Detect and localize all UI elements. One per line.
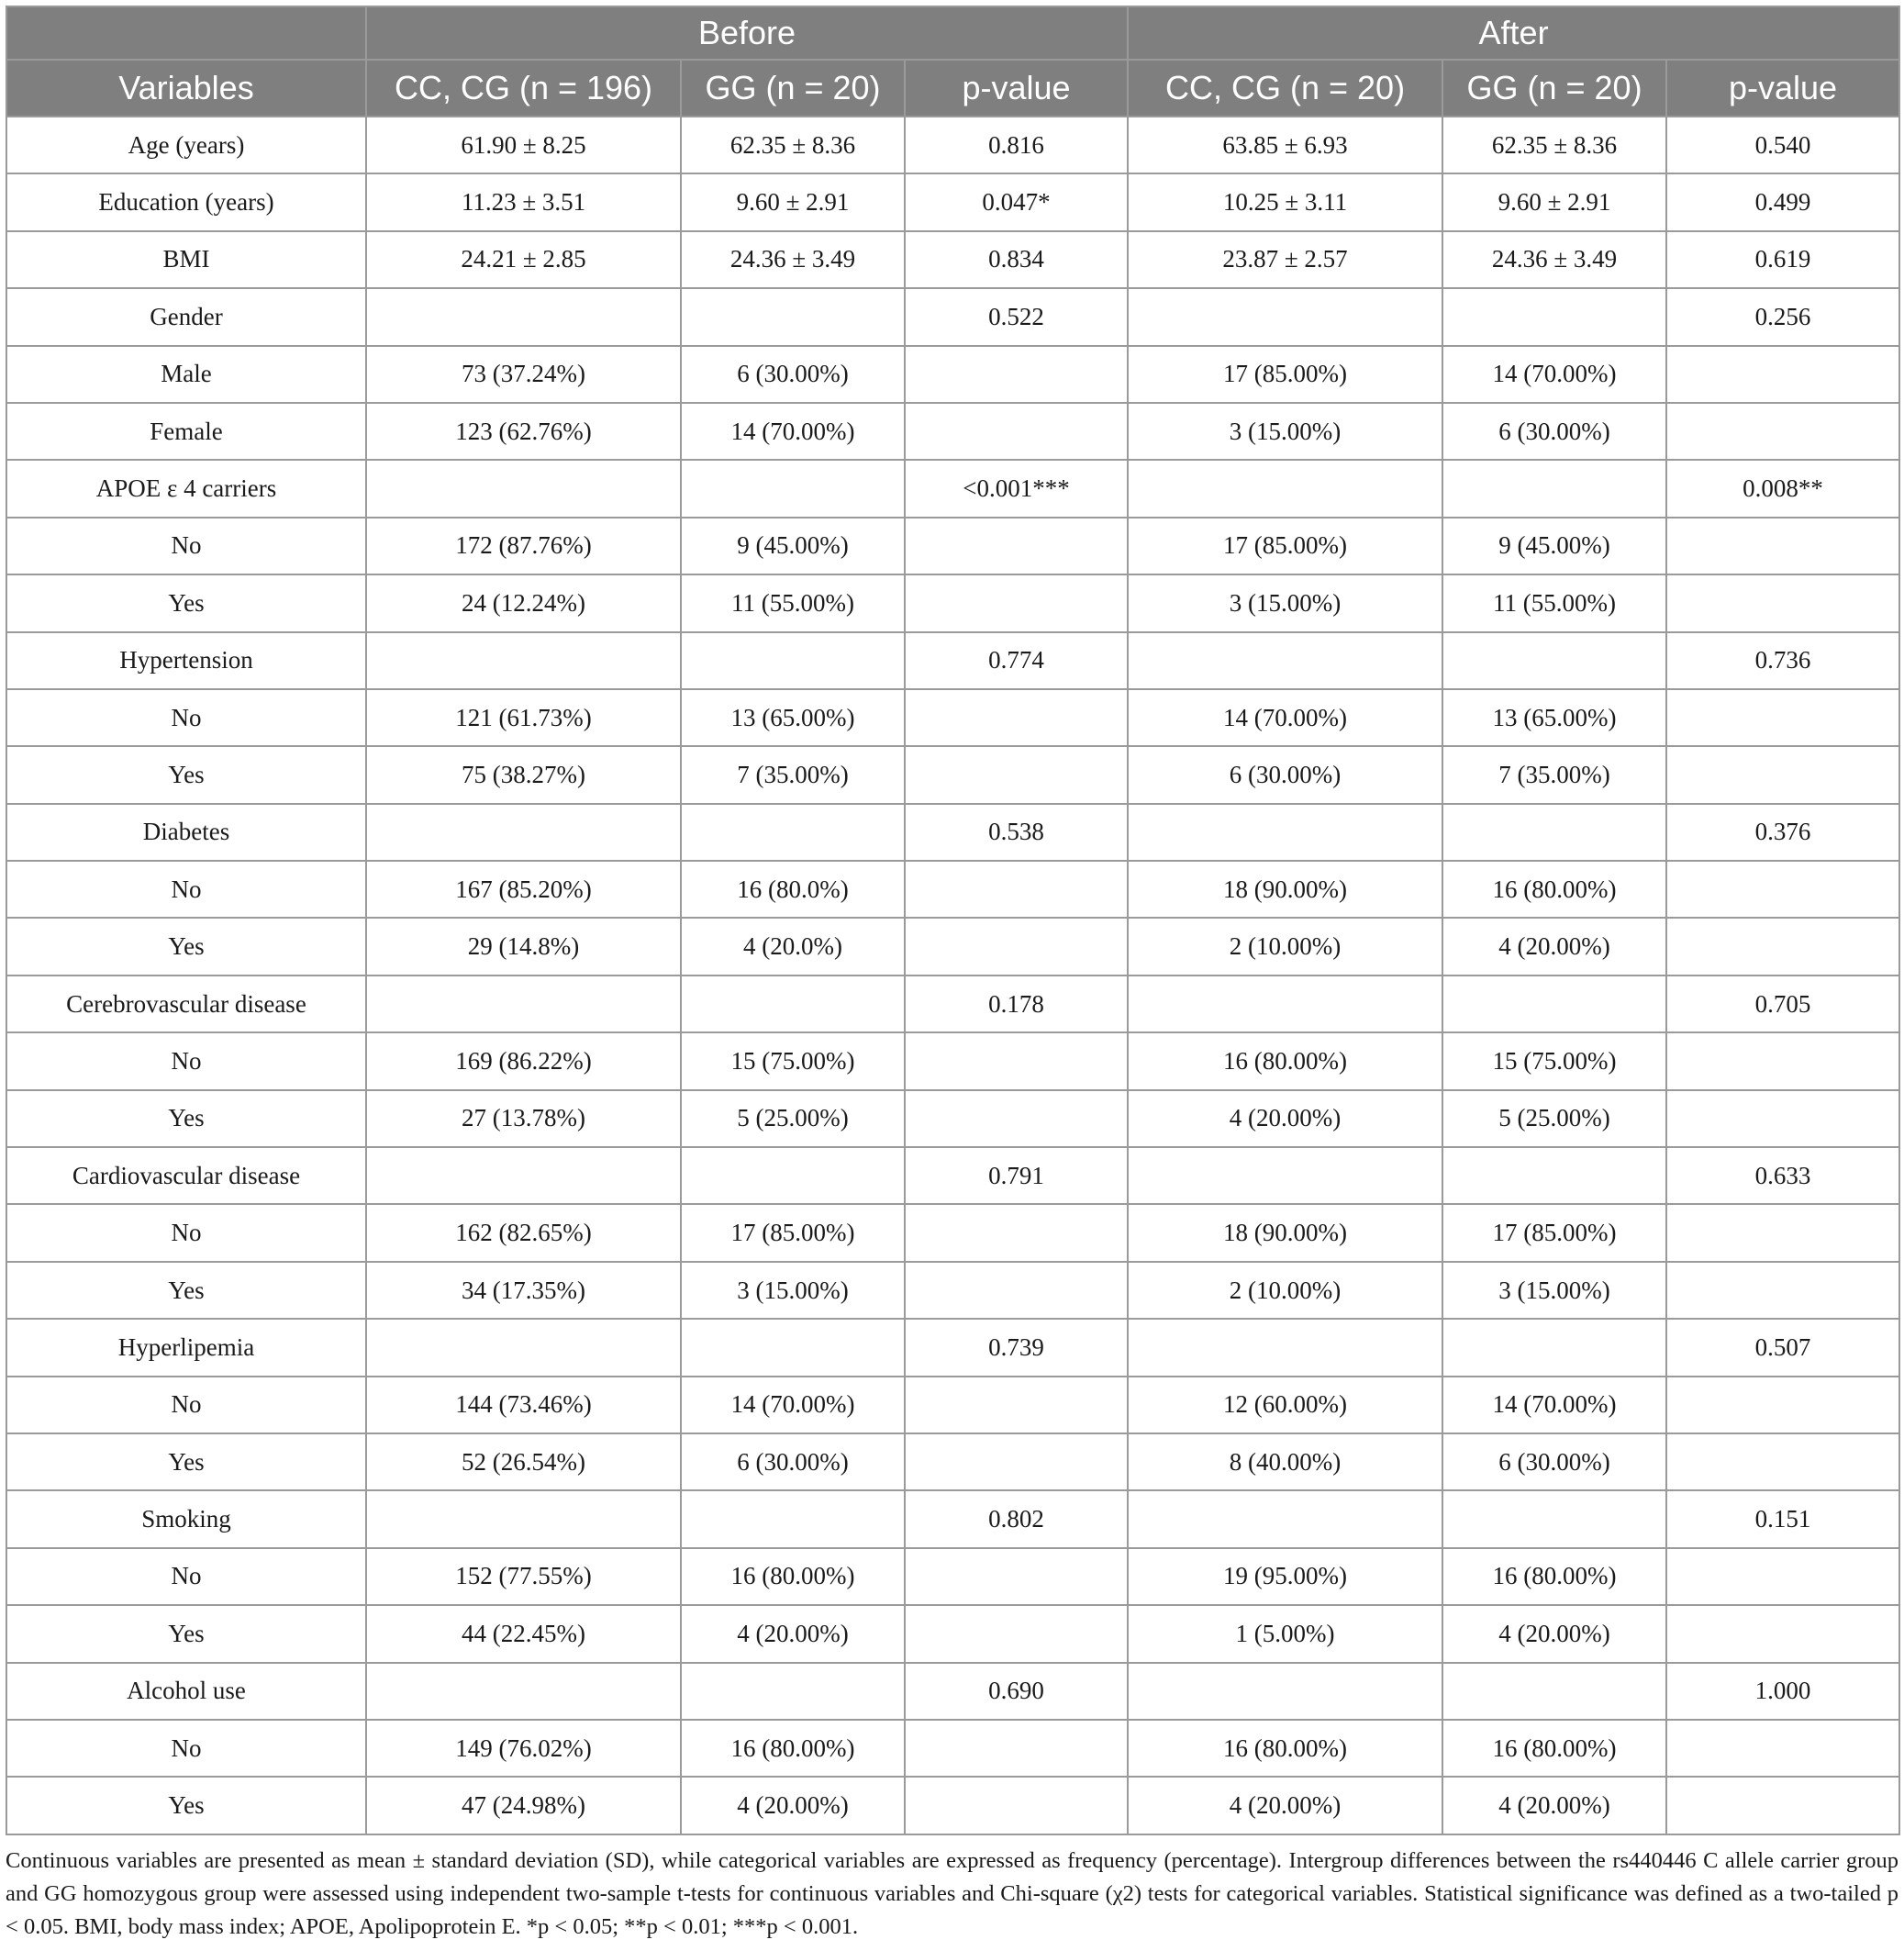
before-gg-cell: 14 (70.00%) — [681, 1377, 905, 1433]
before-cc-cg-cell: 44 (22.45%) — [366, 1605, 681, 1662]
after-gg-cell: 6 (30.00%) — [1442, 403, 1666, 460]
after-gg-cell: 17 (85.00%) — [1442, 1204, 1666, 1261]
after-p-value-cell — [1666, 1032, 1899, 1089]
table-row — [6, 918, 1899, 975]
after-p-value-cell — [1666, 746, 1899, 803]
after-gg-cell — [1442, 1147, 1666, 1204]
after-p-value-cell — [1666, 861, 1899, 918]
header-blank — [6, 6, 366, 60]
variable-cell: No — [6, 1720, 366, 1777]
after-cc-cg-cell — [1128, 632, 1442, 689]
after-cc-cg-cell — [1128, 460, 1442, 517]
variable-cell: Hyperlipemia — [6, 1319, 366, 1376]
variable-cell: Yes — [6, 1433, 366, 1490]
before-p-value-cell: 0.047* — [905, 173, 1128, 230]
after-p-value-cell — [1666, 1377, 1899, 1433]
after-gg-cell — [1442, 288, 1666, 345]
after-p-value-cell — [1666, 1090, 1899, 1147]
header-before-cc-cg: CC, CG (n = 196) — [366, 60, 681, 117]
table-row — [6, 1433, 1899, 1490]
after-p-value-cell: 0.507 — [1666, 1319, 1899, 1376]
before-cc-cg-cell: 152 (77.55%) — [366, 1548, 681, 1605]
after-cc-cg-cell — [1128, 976, 1442, 1032]
table-row — [6, 1490, 1899, 1547]
before-p-value-cell — [905, 689, 1128, 746]
before-gg-cell: 14 (70.00%) — [681, 403, 905, 460]
after-gg-cell: 13 (65.00%) — [1442, 689, 1666, 746]
before-p-value-cell — [905, 1090, 1128, 1147]
after-cc-cg-cell — [1128, 1319, 1442, 1376]
after-p-value-cell — [1666, 1605, 1899, 1662]
before-cc-cg-cell — [366, 1663, 681, 1720]
table-row — [6, 1147, 1899, 1204]
before-gg-cell: 24.36 ± 3.49 — [681, 231, 905, 288]
after-cc-cg-cell — [1128, 1147, 1442, 1204]
before-p-value-cell — [905, 918, 1128, 975]
table-row — [6, 460, 1899, 517]
after-gg-cell — [1442, 1663, 1666, 1720]
table-row — [6, 1663, 1899, 1720]
before-cc-cg-cell: 73 (37.24%) — [366, 346, 681, 403]
before-gg-cell: 16 (80.00%) — [681, 1720, 905, 1777]
after-cc-cg-cell: 14 (70.00%) — [1128, 689, 1442, 746]
before-cc-cg-cell: 52 (26.54%) — [366, 1433, 681, 1490]
before-gg-cell: 17 (85.00%) — [681, 1204, 905, 1261]
table-body — [6, 117, 1899, 1834]
after-p-value-cell: 0.619 — [1666, 231, 1899, 288]
after-gg-cell: 15 (75.00%) — [1442, 1032, 1666, 1089]
table-row — [6, 346, 1899, 403]
header-before-gg: GG (n = 20) — [681, 60, 905, 117]
header-variables: Variables — [6, 60, 366, 117]
after-gg-cell: 4 (20.00%) — [1442, 918, 1666, 975]
after-p-value-cell — [1666, 518, 1899, 574]
before-gg-cell: 62.35 ± 8.36 — [681, 117, 905, 173]
before-p-value-cell — [905, 1605, 1128, 1662]
after-cc-cg-cell: 6 (30.00%) — [1128, 746, 1442, 803]
variable-cell: No — [6, 1032, 366, 1089]
variable-cell: Smoking — [6, 1490, 366, 1547]
before-p-value-cell — [905, 861, 1128, 918]
table-footnote: Continuous variables are presented as mean ± standard deviation (SD), while categorical variables are expressed as frequency (percentage). Intergroup differences between the rs440446 C allele carrier group and GG homozygous group were assessed using independent two-sample t-tests for continuous variables and Chi-square (χ2) tests for categorical variables. Statistical significance was defined as a two-tailed p < 0.05. BMI, body mass index; APOE, Apolipoprotein E. *p < 0.05; **p < 0.01; ***p < 0.001. — [6, 1847, 1898, 1939]
before-cc-cg-cell: 75 (38.27%) — [366, 746, 681, 803]
after-gg-cell: 4 (20.00%) — [1442, 1777, 1666, 1834]
table-row — [6, 288, 1899, 345]
before-p-value-cell: 0.816 — [905, 117, 1128, 173]
after-cc-cg-cell: 18 (90.00%) — [1128, 1204, 1442, 1261]
variable-cell: No — [6, 1204, 366, 1261]
header-before-p-value: p-value — [905, 60, 1128, 117]
after-cc-cg-cell: 17 (85.00%) — [1128, 518, 1442, 574]
variable-cell: Yes — [6, 918, 366, 975]
after-p-value-cell — [1666, 1204, 1899, 1261]
after-cc-cg-cell: 18 (90.00%) — [1128, 861, 1442, 918]
before-p-value-cell: 0.690 — [905, 1663, 1128, 1720]
table-row — [6, 1204, 1899, 1261]
before-gg-cell: 4 (20.00%) — [681, 1777, 905, 1834]
before-cc-cg-cell: 172 (87.76%) — [366, 518, 681, 574]
before-p-value-cell — [905, 1377, 1128, 1433]
before-gg-cell: 3 (15.00%) — [681, 1262, 905, 1319]
table-row — [6, 1262, 1899, 1319]
variable-cell: Male — [6, 346, 366, 403]
before-gg-cell — [681, 460, 905, 517]
before-cc-cg-cell: 167 (85.20%) — [366, 861, 681, 918]
table-row — [6, 861, 1899, 918]
before-p-value-cell — [905, 1032, 1128, 1089]
before-gg-cell — [681, 976, 905, 1032]
before-cc-cg-cell — [366, 1147, 681, 1204]
after-gg-cell — [1442, 1319, 1666, 1376]
before-gg-cell: 16 (80.0%) — [681, 861, 905, 918]
after-gg-cell: 16 (80.00%) — [1442, 1720, 1666, 1777]
after-cc-cg-cell: 8 (40.00%) — [1128, 1433, 1442, 1490]
after-cc-cg-cell: 2 (10.00%) — [1128, 1262, 1442, 1319]
after-p-value-cell — [1666, 1433, 1899, 1490]
after-cc-cg-cell: 16 (80.00%) — [1128, 1032, 1442, 1089]
before-p-value-cell — [905, 1720, 1128, 1777]
before-gg-cell — [681, 1490, 905, 1547]
after-gg-cell: 14 (70.00%) — [1442, 1377, 1666, 1433]
table-row — [6, 1548, 1899, 1605]
before-gg-cell: 9 (45.00%) — [681, 518, 905, 574]
before-gg-cell: 7 (35.00%) — [681, 746, 905, 803]
variable-cell: Yes — [6, 1605, 366, 1662]
after-cc-cg-cell: 4 (20.00%) — [1128, 1777, 1442, 1834]
table-row — [6, 804, 1899, 861]
variable-cell: Yes — [6, 746, 366, 803]
before-cc-cg-cell: 29 (14.8%) — [366, 918, 681, 975]
after-p-value-cell: 0.633 — [1666, 1147, 1899, 1204]
after-p-value-cell — [1666, 1548, 1899, 1605]
table-row — [6, 403, 1899, 460]
after-p-value-cell — [1666, 346, 1899, 403]
variable-cell: BMI — [6, 231, 366, 288]
after-gg-cell: 3 (15.00%) — [1442, 1262, 1666, 1319]
variable-cell: No — [6, 1377, 366, 1433]
before-p-value-cell: 0.791 — [905, 1147, 1128, 1204]
after-cc-cg-cell: 23.87 ± 2.57 — [1128, 231, 1442, 288]
before-p-value-cell: 0.522 — [905, 288, 1128, 345]
before-gg-cell: 16 (80.00%) — [681, 1548, 905, 1605]
after-p-value-cell: 0.256 — [1666, 288, 1899, 345]
before-gg-cell — [681, 632, 905, 689]
before-gg-cell: 15 (75.00%) — [681, 1032, 905, 1089]
after-gg-cell: 24.36 ± 3.49 — [1442, 231, 1666, 288]
after-gg-cell: 14 (70.00%) — [1442, 346, 1666, 403]
before-p-value-cell — [905, 574, 1128, 631]
after-p-value-cell — [1666, 918, 1899, 975]
characteristics-table — [6, 6, 1900, 1835]
before-p-value-cell — [905, 1548, 1128, 1605]
variable-cell: Gender — [6, 288, 366, 345]
after-p-value-cell: 0.736 — [1666, 632, 1899, 689]
after-gg-cell — [1442, 976, 1666, 1032]
before-p-value-cell — [905, 1204, 1128, 1261]
after-gg-cell: 9 (45.00%) — [1442, 518, 1666, 574]
variable-cell: APOE ε 4 carriers — [6, 460, 366, 517]
after-p-value-cell: 0.376 — [1666, 804, 1899, 861]
before-p-value-cell: 0.834 — [905, 231, 1128, 288]
before-p-value-cell: 0.739 — [905, 1319, 1128, 1376]
before-cc-cg-cell: 34 (17.35%) — [366, 1262, 681, 1319]
before-gg-cell: 6 (30.00%) — [681, 1433, 905, 1490]
after-gg-cell — [1442, 1490, 1666, 1547]
variable-cell: Education (years) — [6, 173, 366, 230]
before-gg-cell — [681, 1663, 905, 1720]
before-cc-cg-cell — [366, 976, 681, 1032]
table-row — [6, 1605, 1899, 1662]
after-cc-cg-cell — [1128, 804, 1442, 861]
before-cc-cg-cell: 24.21 ± 2.85 — [366, 231, 681, 288]
after-gg-cell — [1442, 632, 1666, 689]
before-cc-cg-cell — [366, 460, 681, 517]
before-gg-cell — [681, 1147, 905, 1204]
before-p-value-cell: <0.001*** — [905, 460, 1128, 517]
variable-cell: No — [6, 861, 366, 918]
before-gg-cell — [681, 288, 905, 345]
table-row — [6, 231, 1899, 288]
table-row — [6, 1090, 1899, 1147]
before-gg-cell: 13 (65.00%) — [681, 689, 905, 746]
before-cc-cg-cell: 27 (13.78%) — [366, 1090, 681, 1147]
after-p-value-cell — [1666, 574, 1899, 631]
before-cc-cg-cell: 121 (61.73%) — [366, 689, 681, 746]
variable-cell: Alcohol use — [6, 1663, 366, 1720]
before-cc-cg-cell: 47 (24.98%) — [366, 1777, 681, 1834]
after-cc-cg-cell — [1128, 288, 1442, 345]
variable-cell: No — [6, 1548, 366, 1605]
after-cc-cg-cell: 2 (10.00%) — [1128, 918, 1442, 975]
after-cc-cg-cell: 3 (15.00%) — [1128, 574, 1442, 631]
before-cc-cg-cell: 162 (82.65%) — [366, 1204, 681, 1261]
table-row — [6, 632, 1899, 689]
before-gg-cell: 11 (55.00%) — [681, 574, 905, 631]
after-p-value-cell: 1.000 — [1666, 1663, 1899, 1720]
table-row — [6, 976, 1899, 1032]
after-p-value-cell — [1666, 689, 1899, 746]
after-gg-cell: 16 (80.00%) — [1442, 861, 1666, 918]
before-gg-cell: 5 (25.00%) — [681, 1090, 905, 1147]
after-p-value-cell: 0.499 — [1666, 173, 1899, 230]
header-after-cc-cg: CC, CG (n = 20) — [1128, 60, 1442, 117]
after-cc-cg-cell: 3 (15.00%) — [1128, 403, 1442, 460]
before-cc-cg-cell: 149 (76.02%) — [366, 1720, 681, 1777]
after-gg-cell: 11 (55.00%) — [1442, 574, 1666, 631]
variable-cell: No — [6, 689, 366, 746]
after-p-value-cell — [1666, 1777, 1899, 1834]
before-cc-cg-cell: 24 (12.24%) — [366, 574, 681, 631]
variable-cell: Yes — [6, 1262, 366, 1319]
variable-cell: Diabetes — [6, 804, 366, 861]
before-cc-cg-cell: 123 (62.76%) — [366, 403, 681, 460]
before-cc-cg-cell — [366, 1490, 681, 1547]
before-p-value-cell — [905, 1433, 1128, 1490]
after-p-value-cell — [1666, 403, 1899, 460]
before-p-value-cell — [905, 518, 1128, 574]
after-cc-cg-cell — [1128, 1663, 1442, 1720]
before-p-value-cell: 0.538 — [905, 804, 1128, 861]
after-p-value-cell: 0.008** — [1666, 460, 1899, 517]
table-row — [6, 518, 1899, 574]
after-p-value-cell — [1666, 1720, 1899, 1777]
after-gg-cell: 4 (20.00%) — [1442, 1605, 1666, 1662]
table-row — [6, 1377, 1899, 1433]
variable-cell: Yes — [6, 1090, 366, 1147]
after-p-value-cell: 0.151 — [1666, 1490, 1899, 1547]
before-cc-cg-cell: 169 (86.22%) — [366, 1032, 681, 1089]
after-gg-cell: 62.35 ± 8.36 — [1442, 117, 1666, 173]
before-p-value-cell: 0.802 — [905, 1490, 1128, 1547]
before-p-value-cell — [905, 746, 1128, 803]
after-p-value-cell: 0.705 — [1666, 976, 1899, 1032]
after-p-value-cell: 0.540 — [1666, 117, 1899, 173]
after-cc-cg-cell: 16 (80.00%) — [1128, 1720, 1442, 1777]
table-row — [6, 1777, 1899, 1834]
header-group-after: After — [1128, 6, 1899, 60]
table-row — [6, 1319, 1899, 1376]
variable-cell: Cerebrovascular disease — [6, 976, 366, 1032]
table-row — [6, 117, 1899, 173]
table-row — [6, 1720, 1899, 1777]
before-cc-cg-cell: 11.23 ± 3.51 — [366, 173, 681, 230]
before-gg-cell: 4 (20.00%) — [681, 1605, 905, 1662]
after-gg-cell: 7 (35.00%) — [1442, 746, 1666, 803]
variable-cell: Cardiovascular disease — [6, 1147, 366, 1204]
before-p-value-cell — [905, 1777, 1128, 1834]
after-gg-cell: 9.60 ± 2.91 — [1442, 173, 1666, 230]
table-row — [6, 689, 1899, 746]
header-group-before: Before — [366, 6, 1128, 60]
header-after-gg: GG (n = 20) — [1442, 60, 1666, 117]
before-cc-cg-cell: 61.90 ± 8.25 — [366, 117, 681, 173]
after-cc-cg-cell: 4 (20.00%) — [1128, 1090, 1442, 1147]
after-gg-cell: 5 (25.00%) — [1442, 1090, 1666, 1147]
before-cc-cg-cell — [366, 1319, 681, 1376]
before-gg-cell — [681, 804, 905, 861]
before-gg-cell: 9.60 ± 2.91 — [681, 173, 905, 230]
after-cc-cg-cell: 1 (5.00%) — [1128, 1605, 1442, 1662]
table-row — [6, 1032, 1899, 1089]
before-gg-cell — [681, 1319, 905, 1376]
before-cc-cg-cell: 144 (73.46%) — [366, 1377, 681, 1433]
after-cc-cg-cell: 63.85 ± 6.93 — [1128, 117, 1442, 173]
table-container — [6, 6, 1898, 1944]
before-p-value-cell — [905, 346, 1128, 403]
after-cc-cg-cell: 12 (60.00%) — [1128, 1377, 1442, 1433]
variable-cell: No — [6, 518, 366, 574]
after-p-value-cell — [1666, 1262, 1899, 1319]
after-cc-cg-cell: 10.25 ± 3.11 — [1128, 173, 1442, 230]
after-cc-cg-cell — [1128, 1490, 1442, 1547]
after-cc-cg-cell: 19 (95.00%) — [1128, 1548, 1442, 1605]
variable-cell: Hypertension — [6, 632, 366, 689]
variable-cell: Age (years) — [6, 117, 366, 173]
before-p-value-cell: 0.774 — [905, 632, 1128, 689]
variable-cell: Yes — [6, 574, 366, 631]
after-gg-cell: 6 (30.00%) — [1442, 1433, 1666, 1490]
header-after-p-value: p-value — [1666, 60, 1899, 117]
before-p-value-cell — [905, 403, 1128, 460]
before-cc-cg-cell — [366, 632, 681, 689]
before-cc-cg-cell — [366, 804, 681, 861]
after-gg-cell: 16 (80.00%) — [1442, 1548, 1666, 1605]
before-gg-cell: 6 (30.00%) — [681, 346, 905, 403]
variable-cell: Yes — [6, 1777, 366, 1834]
before-p-value-cell: 0.178 — [905, 976, 1128, 1032]
after-cc-cg-cell: 17 (85.00%) — [1128, 346, 1442, 403]
variable-cell: Female — [6, 403, 366, 460]
table-row — [6, 173, 1899, 230]
after-gg-cell — [1442, 460, 1666, 517]
before-p-value-cell — [905, 1262, 1128, 1319]
table-row — [6, 746, 1899, 803]
before-cc-cg-cell — [366, 288, 681, 345]
before-gg-cell: 4 (20.0%) — [681, 918, 905, 975]
after-gg-cell — [1442, 804, 1666, 861]
table-row — [6, 574, 1899, 631]
